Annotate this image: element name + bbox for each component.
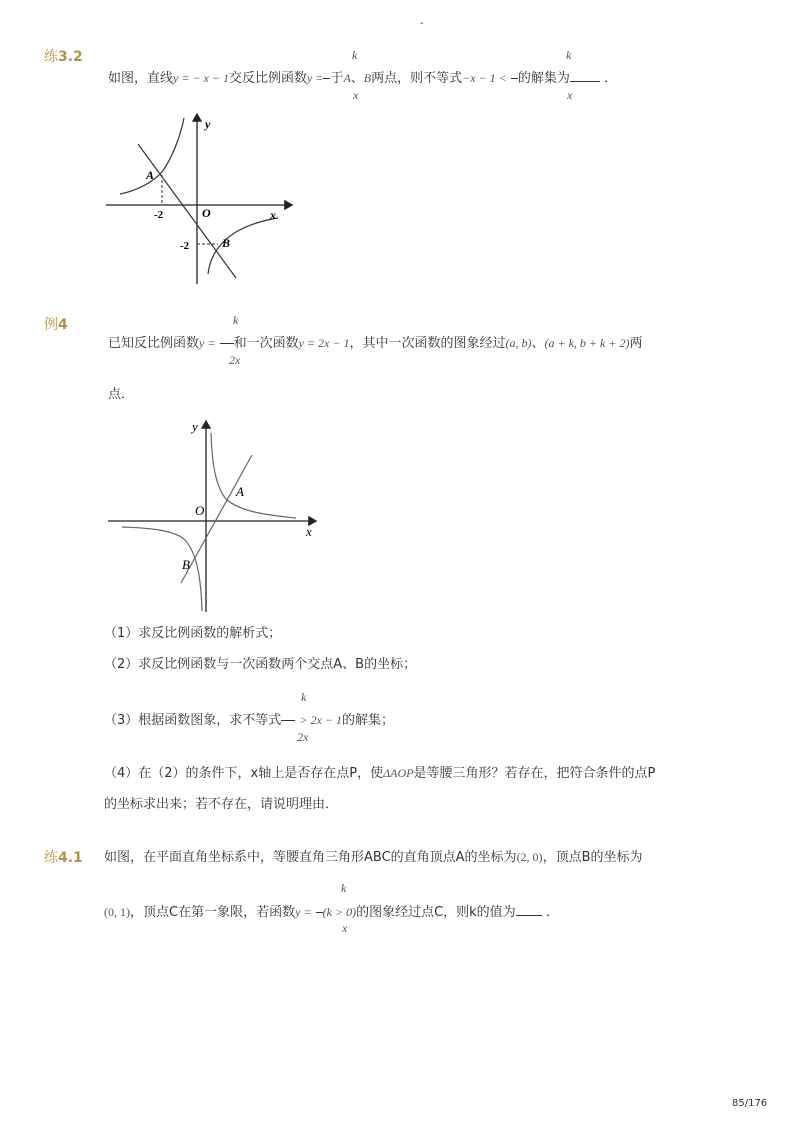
label-number: 4.1 bbox=[58, 850, 83, 866]
header-mark: - bbox=[420, 18, 424, 29]
example-4-label bbox=[44, 314, 68, 334]
math-line-eq: y = − x − 1 bbox=[173, 71, 229, 85]
question-3 bbox=[104, 712, 394, 729]
text-part: 于 bbox=[330, 71, 344, 86]
question-4 bbox=[104, 765, 655, 782]
point-b-label: B bbox=[222, 236, 231, 250]
exercise-3-2-text bbox=[108, 69, 617, 87]
text-part: 已知反比例函数 bbox=[108, 336, 200, 351]
frac-numerator: k bbox=[301, 690, 307, 704]
math-point-a: (2, 0) bbox=[516, 850, 543, 864]
answer-blank[interactable] bbox=[570, 69, 600, 82]
frac2-numerator: k bbox=[566, 48, 572, 62]
origin-label: O bbox=[195, 503, 205, 518]
exercise-3-2-label bbox=[44, 46, 83, 66]
text-part: 的解集； bbox=[341, 713, 394, 728]
straight-line bbox=[181, 455, 252, 583]
frac-numerator: k bbox=[352, 48, 358, 62]
hyperbola-branch-left bbox=[122, 527, 202, 611]
text-part: 如图，直线 bbox=[108, 71, 174, 86]
math-triangle: ΔAOP bbox=[383, 766, 414, 780]
math-y-eq: y = bbox=[306, 71, 324, 85]
label-prefix: 练 bbox=[44, 850, 58, 866]
frac-denominator: x bbox=[353, 88, 359, 102]
math-point-b: (0, 1) bbox=[104, 905, 130, 919]
answer-blank[interactable] bbox=[516, 903, 542, 916]
page-number: 85/176 bbox=[732, 1098, 768, 1109]
point-b: B bbox=[363, 71, 372, 85]
graph-4 bbox=[104, 415, 324, 615]
text-part: ． bbox=[545, 905, 559, 920]
fraction-bar bbox=[281, 720, 295, 721]
question-1: （1）求反比例函数的解析式； bbox=[104, 626, 282, 641]
axis-label-x: x bbox=[270, 208, 276, 222]
math-point-2: (a + k, b + k + 2) bbox=[544, 336, 630, 350]
math-inequality: > 2x − 1 bbox=[299, 713, 342, 727]
text-part: ． bbox=[604, 71, 618, 86]
exercise-4-1-text-cont bbox=[104, 903, 559, 921]
frac-denominator: 2x bbox=[297, 730, 309, 744]
math-condition: (k > 0) bbox=[322, 905, 357, 919]
tick-label-x-neg2: -2 bbox=[154, 209, 164, 221]
fraction-bar bbox=[511, 78, 518, 79]
question-4-cont: 的坐标求出来；若不存在，请说明理由． bbox=[104, 797, 339, 812]
frac-denominator: 2x bbox=[229, 353, 241, 367]
math-y-eq: y = bbox=[199, 336, 216, 350]
text-part: ，顶点B的坐标为 bbox=[542, 850, 643, 865]
point-a: A bbox=[343, 71, 351, 85]
question-2: （2）求反比例函数与一次函数两个交点A、B的坐标； bbox=[104, 657, 417, 672]
example-4-text bbox=[108, 335, 642, 352]
axis-label-y: y bbox=[205, 117, 211, 131]
math-linear-eq: y = 2x − 1 bbox=[298, 336, 350, 350]
text-part: 两点，则不等式 bbox=[371, 71, 463, 86]
point-a-label: A bbox=[236, 484, 244, 499]
text-part: 、 bbox=[350, 71, 364, 86]
exercise-4-1-text bbox=[104, 849, 642, 866]
text-part: 的解集为 bbox=[517, 71, 570, 86]
label-number: 3.2 bbox=[58, 49, 83, 65]
frac-numerator: k bbox=[233, 313, 239, 327]
frac-denominator: x bbox=[342, 921, 348, 935]
text-part: ，其中一次函数的图象经过 bbox=[349, 336, 506, 351]
frac-numerator: k bbox=[341, 881, 347, 895]
point-b-label: B bbox=[182, 557, 190, 572]
text-part: 的图象经过点C，则k的值为 bbox=[356, 905, 516, 920]
point-a-label: A bbox=[146, 168, 155, 182]
text-part: 、 bbox=[531, 336, 545, 351]
hyperbola-branch-left bbox=[120, 118, 184, 194]
origin-label: O bbox=[202, 206, 211, 220]
exercise-4-1-label bbox=[44, 847, 83, 867]
axis-label-y: y bbox=[192, 419, 198, 434]
text-part: （4）在（2）的条件下，x轴上是否存在点P，使 bbox=[104, 766, 384, 781]
text-part: 如图，在平面直角坐标系中，等腰直角三角形ABC的直角顶点A的坐标为 bbox=[104, 850, 517, 865]
frac2-denominator: x bbox=[567, 88, 573, 102]
graph-3-2 bbox=[100, 108, 300, 288]
text-part: （3）根据函数图象，求不等式 bbox=[104, 713, 282, 728]
fraction-bar bbox=[220, 343, 234, 344]
fraction-bar bbox=[316, 912, 323, 913]
text-part: 两 bbox=[629, 336, 643, 351]
axis-label-x: x bbox=[306, 524, 312, 539]
label-prefix: 练 bbox=[44, 49, 58, 65]
text-part: ，顶点C在第一象限，若函数 bbox=[130, 905, 296, 920]
math-point-1: (a, b) bbox=[505, 336, 532, 350]
tick-label-y-neg2: -2 bbox=[180, 240, 190, 252]
text-part: 是等腰三角形？若存在，把符合条件的点P bbox=[413, 766, 656, 781]
text-part: 和一次函数 bbox=[233, 336, 299, 351]
example-4-text-cont: 点． bbox=[108, 387, 135, 402]
math-inequality: −x − 1 < bbox=[462, 71, 507, 85]
straight-line bbox=[138, 144, 236, 278]
text-part: 交反比例函数 bbox=[228, 71, 307, 86]
label-prefix: 例 bbox=[44, 317, 58, 333]
hyperbola-branch-right bbox=[208, 218, 278, 274]
label-number: 4 bbox=[58, 317, 68, 333]
math-y-eq: y = bbox=[295, 905, 312, 919]
